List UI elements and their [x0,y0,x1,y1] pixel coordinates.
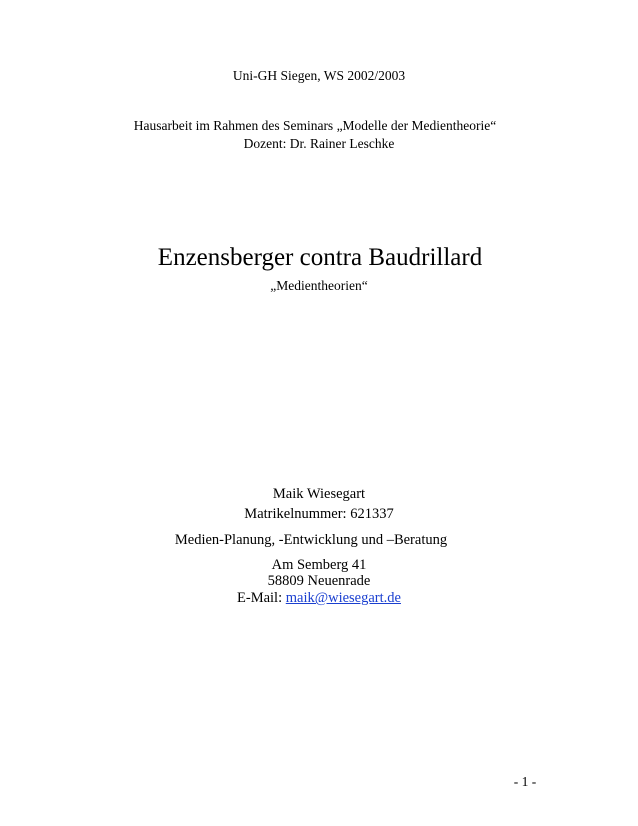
document-title: Enzensberger contra Baudrillard [157,244,483,271]
email-label: E-Mail: [237,590,283,606]
lecturer-line: Dozent: Dr. Rainer Leschke [243,136,395,151]
email-line [130,590,508,607]
author-name: Maik Wiesegart [272,486,366,502]
page-number: - 1 - [513,774,537,789]
seminar-line: Hausarbeit im Rahmen des Seminars „Modelle der Medientheorie“ [133,118,497,133]
address-city: 58809 Neuenrade [267,573,371,589]
study-program: Medien-Planung, -Entwicklung und –Beratung [174,532,448,548]
email-link[interactable]: maik@wiesegart.de [285,590,401,606]
matriculation-number: Matrikelnummer: 621337 [244,506,394,522]
address-street: Am Semberg 41 [271,557,367,573]
document-subtitle: „Medientheorien“ [270,278,368,293]
university-line: Uni-GH Siegen, WS 2002/2003 [232,68,406,83]
